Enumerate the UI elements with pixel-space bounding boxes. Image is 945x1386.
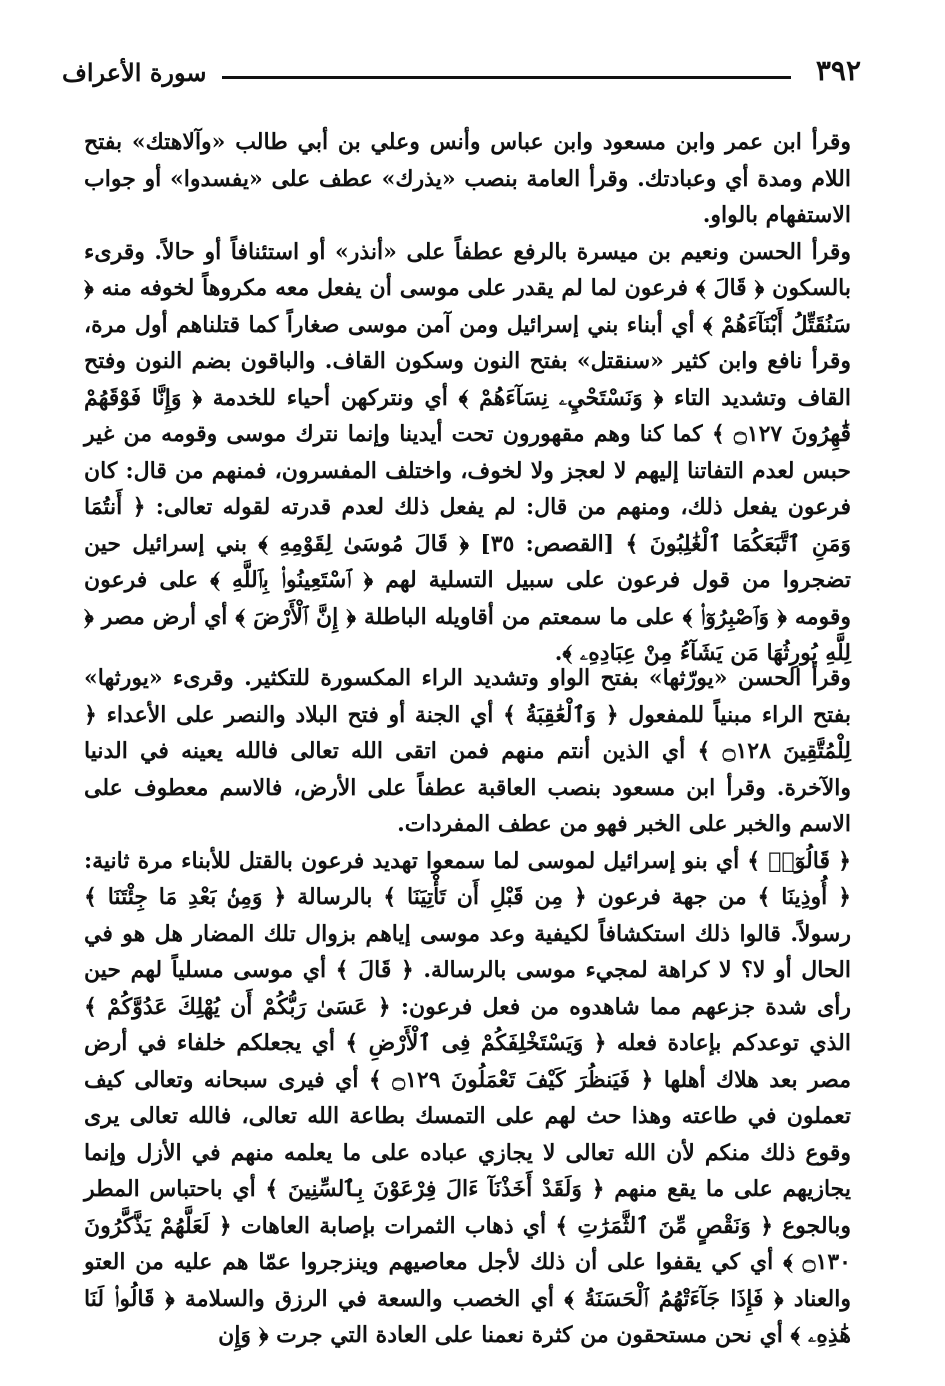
paragraph: وقرأ الحسن «يورّثها» بفتح الواو وتشديد الراء المكسورة للتكثير. وقرىء «يورثها» بفتح الراء مبنياً للمفعول ﴿ وَٱلْعَٰقِبَةُ ﴾ أي الجنة أو فتح البلاد والنصر على الأعداء ﴿ لِلْمُتَّقِينَ ۝١٢٨ ﴾ أي الذين أنتم منهم فمن اتقى الله تعالى فالله يعينه في الدنيا والآخرة. وقرأ ابن مسعود بنصب العاقبة عطفاً على الأرض، فالاسم معطوف على الاسم والخبر على الخبر فهو من عطف المفردات. bbox=[84, 665, 851, 837]
page-header bbox=[62, 54, 861, 94]
paragraph: ﴿ قَالُوٓا۟ ﴾ أي بنو إسرائيل لموسى لما سمعوا تهديد فرعون بالقتل للأبناء مرة ثانية: ﴿ أُوذِينَا ﴾ من جهة فرعون ﴿ مِن قَبْلِ أَن تَأْتِيَنَا ﴾ بالرسالة ﴿ وَمِنۢ بَعْدِ مَا جِئْتَنَا ﴾ رسولاً. قالوا ذلك استكشافاً لكيفية وعد موسى إياهم بزوال تلك المضار هل هو في الحال أو لا؟ لا كراهة لمجيء موسى بالرسالة. ﴿ قَالَ ﴾ أي موسى مسلياً لهم حين رأى شدة جزعهم مما شاهدوه من فعل فرعون: ﴿ عَسَىٰ رَبُّكُمْ أَن يُهْلِكَ عَدُوَّكُمْ ﴾ الذي توعدكم بإعادة فعله ﴿ وَيَسْتَخْلِفَكُمْ فِى ٱلْأَرْضِ ﴾ أي يجعلكم خلفاء في أرض مصر بعد هلاك أهلها ﴿ فَيَنظُرَ كَيْفَ تَعْمَلُونَ ۝١٢٩ ﴾ أي فيرى سبحانه وتعالى كيف تعملون في طاعته وهذا حث لهم على التمسك بطاعة الله تعالى، فالله تعالى يرى وقوع ذلك منكم لأن الله تعالى لا يجازي عباده على ما يعلمه منهم في الأزل وإنما يجازيهم على ما يقع منهم ﴿ وَلَقَدْ أَخَذْنَآ ءَالَ فِرْعَوْنَ بِٱلسِّنِينَ ﴾ أي باحتباس المطر وبالجوع ﴿ وَنَقْصٍ مِّنَ ٱلثَّمَرَٰتِ ﴾ أي ذهاب الثمرات بإصابة العاهات ﴿ لَعَلَّهُمْ يَذَّكَّرُونَ ۝١٣٠ ﴾ أي كي يقفوا على أن ذلك لأجل معاصيهم وينزجروا عمّا هم عليه من العتو والعناد ﴿ فَإِذَا جَآءَتْهُمُ ٱلْحَسَنَةُ ﴾ أي الخصب والسعة في الرزق والسلامة ﴿ قَالُوا۟ لَنَا هَٰذِهِۦ ﴾ أي نحن مستحقون من كثرة نعمنا على العادة التي جرت ﴿ وَإِن bbox=[84, 847, 851, 1348]
paragraph: وقرأ الحسن ونعيم بن ميسرة بالرفع عطفاً على «أنذر» أو استئنافاً أو حالاً. وقرىء بالسكون ﴿ قَالَ ﴾ فرعون لما لم يقدر على موسى أن يفعل معه مكروهاً لخوفه منه ﴿ سَنُقَتِّلُ أَبْنَآءَهُمْ ﴾ أي أبناء بني إسرائيل ومن آمن موسى صغاراً كما قتلناهم أول مرة، وقرأ نافع وابن كثير «سنقتل» بفتح النون وسكون القاف. والباقون بضم النون وفتح القاف وتشديد التاء ﴿ وَنَسْتَحْيِۦ نِسَآءَهُمْ ﴾ أي ونتركهن أحياء للخدمة ﴿ وَإِنَّا فَوْقَهُمْ قَٰهِرُونَ ۝١٢٧ ﴾ كما كنا وهم مقهورون تحت أيدينا وإنما نترك موسى وقومه من غير حبس لعدم التفاتنا إليهم لا لعجز ولا لخوف، واختلف المفسرون، فمنهم من قال: كان فرعون يفعل ذلك، ومنهم من قال: لم يفعل ذلك لعدم قدرته لقوله تعالى: ﴿ أَنتُمَا وَمَنِ ٱتَّبَعَكُمَا ٱلْغَٰلِبُونَ ﴾ [القصص: ٣٥] ﴿ قَالَ مُوسَىٰ لِقَوْمِهِ ﴾ بني إسرائيل حين تضجروا من قول فرعون على سبيل التسلية لهم ﴿ ٱسْتَعِينُوا۟ بِٱللَّهِ ﴾ على فرعون وقومه ﴿ وَٱصْبِرُوٓا۟ ﴾ على ما سمعتم من أقاويله الباطلة ﴿ إِنَّ ٱلْأَرْضَ ﴾ أي أرض مصر ﴿ لِلَّهِ يُورِثُهَا مَن يَشَآءُ مِنْ عِبَادِهِۦ ﴾. bbox=[84, 238, 851, 666]
header-rule bbox=[222, 76, 791, 79]
text-section-1 bbox=[84, 124, 851, 672]
text-section-2 bbox=[84, 660, 851, 1354]
surah-name: سورة الأعراف bbox=[62, 58, 207, 87]
page-number: ٣٩٢ bbox=[815, 54, 861, 87]
paragraph: وقرأ ابن عمر وابن مسعود وابن عباس وأنس وعلي بن أبي طالب «وآلاهتك» بفتح اللام ومدة أي وعبادتك. وقرأ العامة بنصب «يذرك» عطف على «يفسدوا» أو جواب الاستفهام بالواو. bbox=[84, 129, 851, 228]
